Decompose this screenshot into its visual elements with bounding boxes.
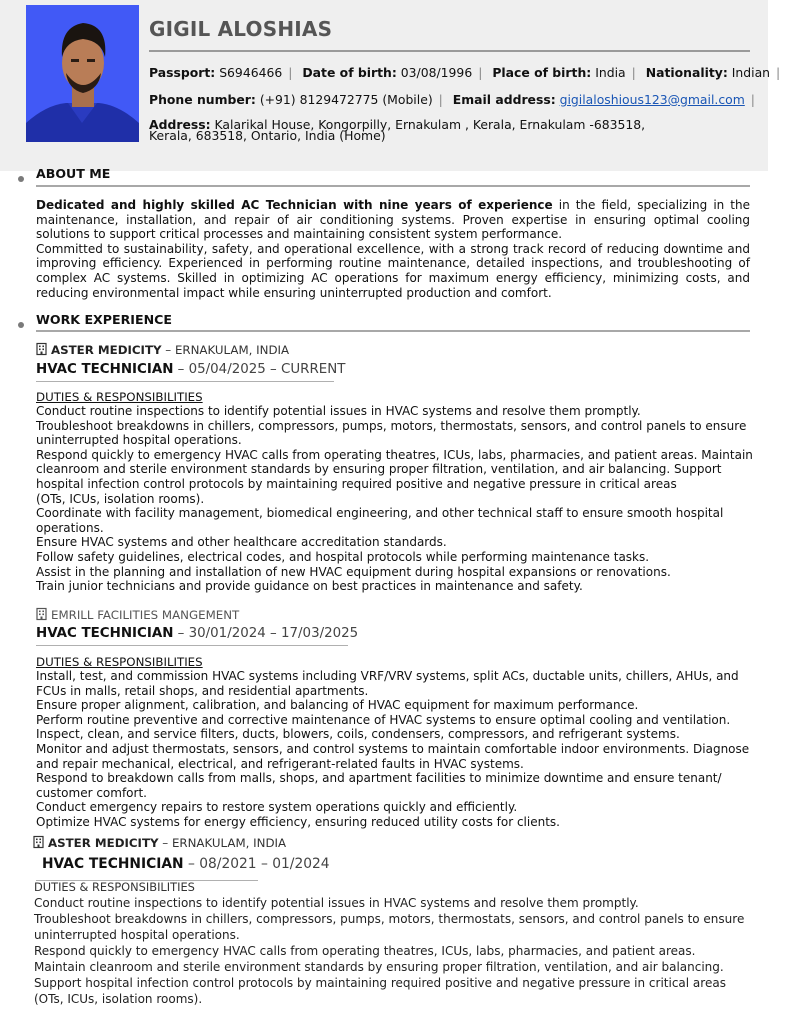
about-paragraph-2: Committed to sustainability, safety, and operational excellence, with a strong track record of reducing downtime and improving efficiency. Experienced in performing routine maintenance, detailed inspections, and troubleshooting of complex AC systems. Skilled in optimizing AC operations for maximum energy efficiency, minimizing costs, and reducing environmental impact while ensuring uninterrupted production and comfort. — [36, 241, 750, 300]
building-icon — [36, 608, 47, 623]
job-divider — [36, 645, 348, 646]
job-title-line — [36, 362, 345, 377]
job-role: HVAC TECHNICIAN — [36, 362, 174, 377]
about-divider — [36, 185, 750, 187]
employer-line — [36, 343, 289, 358]
email-link[interactable]: gigilaloshious123@gmail.com — [559, 92, 745, 107]
phone-label: Phone number: — [149, 92, 256, 107]
building-icon — [36, 343, 47, 358]
duties-heading: DUTIES & RESPONSIBILITIES — [36, 655, 203, 669]
employer-location: – ERNAKULAM, INDIA — [161, 343, 290, 357]
section-bullet — [18, 176, 24, 182]
duty-item: (OTs, ICUs, isolation rooms). — [34, 992, 203, 1006]
duty-item: Follow safety guidelines, electrical codes, and hospital protocols while performing maintenance tasks. — [36, 549, 650, 564]
job-title-line — [42, 856, 330, 872]
nationality-label: Nationality: — [645, 65, 728, 80]
duty-item: Install, test, and commission HVAC systems including VRF/VRV systems, split ACs, ductable units, chillers, AHUs, and FCUs in malls, retail shops, and residential apartments. — [36, 669, 739, 698]
dob-label: Date of birth: — [302, 65, 397, 80]
duties-list — [34, 895, 750, 1007]
employer-line — [33, 836, 286, 851]
building-icon — [33, 836, 44, 851]
duties-list — [36, 669, 754, 830]
profile-photo — [26, 5, 139, 142]
email-label: Email address: — [452, 92, 556, 107]
work-divider — [36, 330, 750, 332]
employer-name: ASTER MEDICITY — [48, 836, 159, 850]
address-label: Address: — [149, 117, 211, 132]
job-dates: – 30/01/2024 – 17/03/2025 — [173, 626, 359, 641]
about-text — [36, 198, 750, 300]
duties-heading: DUTIES & RESPONSIBILITIES — [34, 880, 195, 894]
nationality-value: Indian — [731, 65, 771, 80]
address-block — [149, 119, 749, 141]
job-role: HVAC TECHNICIAN — [42, 856, 184, 872]
name-divider — [149, 50, 750, 52]
duty-item: Respond to breakdown calls from malls, shops, and apartment facilities to minimize downtime and ensure tenant/ customer comfort. — [36, 771, 722, 800]
duty-item: Train junior technicians and provide guidance on best practices in maintenance and safety. — [36, 579, 583, 594]
pob-value: India — [595, 65, 626, 80]
duty-item: Inspect, clean, and service filters, ducts, blowers, coils, condensers, compressors, and refrigerant systems. — [36, 727, 680, 742]
about-lead-rest: in the field, specializing in the maintenance, installation, and repair of air conditioning systems. Proven expertise in ensuring optimal cooling solutions to support critical processes and maintaining consistent system performance. — [36, 198, 750, 242]
passport-label: Passport: — [149, 65, 216, 80]
duty-item: Respond quickly to emergency HVAC calls from operating theatres, ICUs, labs, pharmacies, and patient areas. Maintain cleanroom and sterile environment standards by ensuring proper filtration, ventilation, and air balancing. Support hospital infection control protocols by maintaining required positive and negative pressure in critical areas — [36, 447, 753, 491]
job-divider — [36, 381, 334, 382]
person-name: GIGIL ALOSHIAS — [149, 17, 333, 41]
job-role: HVAC TECHNICIAN — [36, 626, 174, 641]
duty-item: (OTs, ICUs, isolation rooms). — [36, 491, 205, 506]
pob-label: Place of birth: — [492, 65, 592, 80]
duty-item: Troubleshoot breakdowns in chillers, compressors, pumps, motors, thermostats, sensors, and control panels to ensure uninterrupted hospital operations. — [36, 418, 747, 448]
about-lead: Dedicated and highly skilled AC Technician with nine years of experience — [36, 198, 553, 212]
employer-name: ASTER MEDICITY — [51, 343, 162, 357]
job-dates: – 08/2021 – 01/2024 — [183, 856, 330, 872]
duty-item: Respond quickly to emergency HVAC calls from operating theatres, ICUs, labs, pharmacies, and patient areas. Maintain cleanroom and sterile environment standards by ensuring proper filtration, ventilation, and air balancing. Support hospital infection control protocols by maintaining required positive and negative pressure in critical areas — [34, 944, 726, 990]
job-title-line — [36, 626, 358, 641]
employer-name: EMRILL FACILITIES MANGEMENT — [51, 608, 240, 622]
duty-item: Assist in the planning and installation of new HVAC equipment during hospital expansions or renovations. — [36, 564, 671, 579]
phone-value: (+91) 8129472775 (Mobile) — [259, 92, 433, 107]
profile-header — [0, 0, 781, 171]
dob-value: 03/08/1996 — [400, 65, 473, 80]
about-title: ABOUT ME — [36, 166, 111, 181]
passport-value: S6946466 — [219, 65, 283, 80]
duty-item: Ensure proper alignment, calibration, and balancing of HVAC equipment for maximum performance. — [36, 698, 639, 713]
duty-item: Monitor and adjust thermostats, sensors, and control systems to maintain comfortable indoor environments. Diagnose and repair mechanical, electrical, and refrigerant-related faults in HVAC systems. — [36, 741, 750, 771]
duty-item: Conduct routine inspections to identify potential issues in HVAC systems and resolve them promptly. — [36, 404, 641, 418]
duties-heading: DUTIES & RESPONSIBILITIES — [36, 390, 203, 404]
duty-item: Troubleshoot breakdowns in chillers, compressors, pumps, motors, thermostats, sensors, and control panels to ensure uninterrupted hospital operations. — [34, 912, 745, 942]
personal-details-line: Passport: S6946466 | Date of birth: 03/08/1996 | Place of birth: India | Nationality: Indian | — [149, 65, 781, 80]
address-line-1: Kalarikal House, Kongorpilly, Ernakulam , Kerala, Ernakulam -683518, — [214, 117, 646, 132]
job-dates: – 05/04/2025 – CURRENT — [173, 362, 346, 377]
duty-item: Perform routine preventive and corrective maintenance of HVAC systems to ensure optimal cooling and ventilation. — [36, 712, 731, 727]
duty-item: Ensure HVAC systems and other healthcare accreditation standards. — [36, 535, 447, 550]
duty-item: Conduct emergency repairs to restore system operations quickly and efficiently. — [36, 800, 518, 815]
contact-line: Phone number: (+91) 8129472775 (Mobile) | Email address: gigilaloshious123@gmail.com | — [149, 92, 755, 107]
work-title: WORK EXPERIENCE — [36, 312, 172, 327]
duty-item: Optimize HVAC systems for energy efficiency, ensuring reduced utility costs for clients. — [36, 814, 560, 829]
duty-item: Conduct routine inspections to identify potential issues in HVAC systems and resolve them promptly. — [34, 896, 639, 910]
employer-line — [36, 608, 239, 623]
duty-item: Coordinate with facility management, biomedical engineering, and other technical staff to ensure smooth hospital operations. — [36, 506, 724, 535]
employer-location: – ERNAKULAM, INDIA — [158, 836, 287, 850]
section-bullet — [18, 322, 24, 328]
address-line-2: Kerala, 683518, Ontario, India (Home) — [149, 128, 386, 143]
duties-list — [36, 404, 754, 594]
